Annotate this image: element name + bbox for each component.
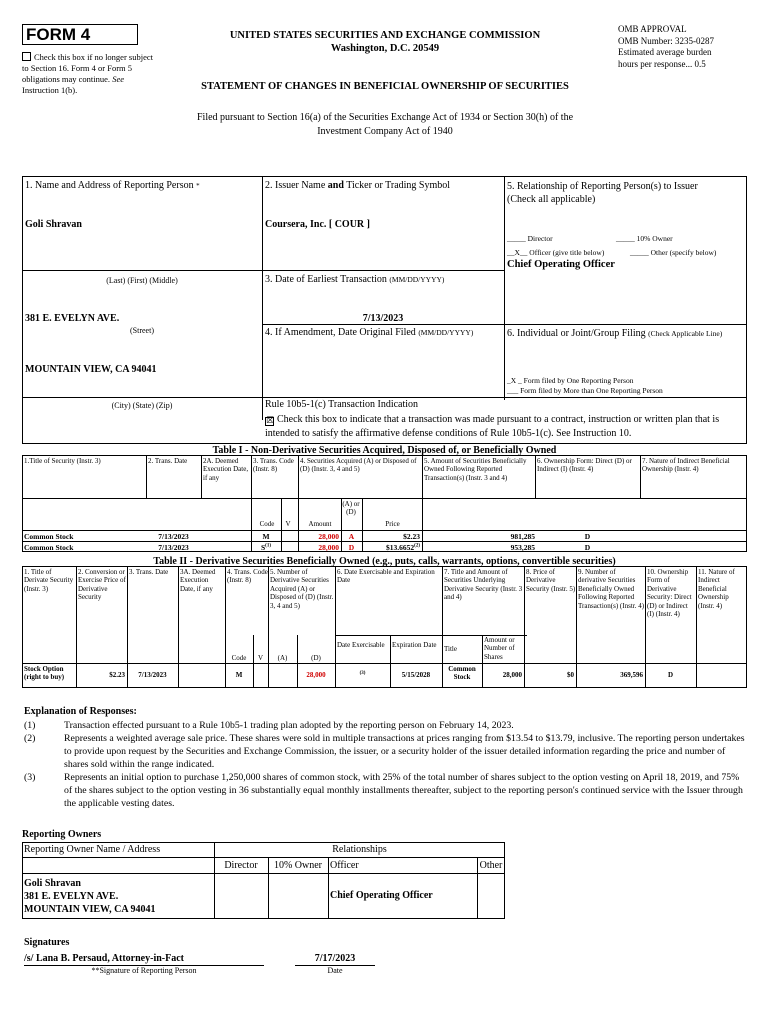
other-option: _____ Other (specify below) <box>630 248 717 257</box>
t1-h6: 6. Ownership Form: Direct (D) or Indirect (I) (Instr. 4) <box>537 457 632 474</box>
box5-title: 5. Relationship of Reporting Person(s) to Issuer <box>507 181 698 192</box>
t2-h7: 7. Title and Amount of Securities Underlying Derivative Security (Instr. 3 and 4) <box>444 568 523 602</box>
reporter-street: 381 E. EVELYN AVE. <box>25 313 120 324</box>
t1-h7: 7. Nature of Indirect Beneficial Ownership (Instr. 4) <box>642 457 730 474</box>
t1-v1 <box>146 455 147 498</box>
t2-h5: 5. Number of Derivative Securities Acquired (A) or Disposed of (D) (Instr. 3, 4 and 5) <box>270 568 334 610</box>
t1-sub-v: V <box>285 520 291 528</box>
one-person-option: _X _ Form filed by One Reporting Person <box>507 376 634 385</box>
t2-sub-exp: Expiration Date <box>392 641 437 649</box>
t1-r2-owned: 953,285 <box>510 543 535 552</box>
t2-sub-code: Code <box>231 654 247 662</box>
grid-h-1 <box>22 270 262 271</box>
t2-r-der-price: $0 <box>567 671 574 679</box>
t2-r-code: M <box>235 671 243 679</box>
t2-sv-exer-exp <box>390 635 391 688</box>
owner-officer-title: Chief Operating Officer <box>330 890 433 901</box>
t1-h5: 5. Amount of Securities Beneficially Owned Following Reported Transaction(s) (Instr. 3 and 4) <box>424 457 527 482</box>
t2-h4: 4. Trans. Code (Instr. 8) <box>227 568 268 585</box>
rule10b5-label: Rule 10b5-1(c) Transaction Indication <box>265 399 419 410</box>
owners-v3 <box>328 857 329 919</box>
t1-v6 <box>535 455 536 498</box>
signatures-title: Signatures <box>24 937 70 948</box>
owners-col-off: Officer <box>330 860 359 871</box>
t1-row-divider <box>22 541 747 542</box>
t2-v1 <box>76 566 77 688</box>
t2-r-title: Stock Option (right to buy) <box>24 665 65 682</box>
table1-data-divider <box>22 530 747 531</box>
box4-label: 4. If Amendment, Date Original Filed (MM/DD/YYYY) <box>265 327 474 338</box>
t2-h9: 9. Number of derivative Securities Beneficially Owned Following Reported Transaction(s) (Instr. 4) <box>578 568 645 610</box>
t2-v11 <box>696 566 697 688</box>
t2-r-exer: (3) <box>359 671 366 676</box>
grid-divider-1 <box>262 176 263 420</box>
agency-name: UNITED STATES SECURITIES AND EXCHANGE COMMISSION <box>229 30 541 41</box>
t2-r-date: 7/13/2023 <box>138 671 167 679</box>
box6-label: 6. Individual or Joint/Group Filing (Check Applicable Line) <box>507 328 723 339</box>
t2-h-divider <box>22 663 747 664</box>
t1-h2a: 2A. Deemed Execution Date, if any <box>203 457 249 482</box>
t2-sub-a: (A) <box>277 654 288 662</box>
box1-label: 1. Name and Address of Reporting Person * <box>25 180 200 191</box>
table1-h-divider <box>22 498 747 499</box>
issuer-name: Coursera, Inc. [ COUR ] <box>265 219 370 230</box>
explanation-title: Explanation of Responses: <box>24 706 137 717</box>
t1-r2-price: $13.6652$^{(2)}$ <box>386 543 420 552</box>
agency-address: Washington, D.C. 20549 <box>330 43 440 54</box>
t1-r2-amount: 28,000 <box>318 543 339 552</box>
explanation-item: (1) Transaction effected pursuant to a Rule 10b5-1 trading plan adopted by the reporting person on February 14, 2023. <box>24 720 514 731</box>
omb-title: OMB APPROVAL <box>618 24 687 34</box>
t2-v6 <box>335 566 336 688</box>
owners-h2 <box>22 873 505 874</box>
owner-address <box>24 877 156 916</box>
t2-v10 <box>645 566 646 688</box>
owners-col-oth: Other <box>479 860 503 871</box>
t2-r-und-title: Common Stock <box>448 665 476 682</box>
rule10b5-text <box>265 413 743 440</box>
t2-v3 <box>178 566 179 688</box>
t2-v5 <box>268 566 269 688</box>
filed-pursuant <box>120 111 650 138</box>
name-parts-label: (Last) (First) (Middle) <box>106 276 178 285</box>
box5-subtitle: (Check all applicable) <box>507 194 596 205</box>
officer-option: __X__ Officer (give title below) <box>507 248 605 257</box>
t1-r2-form: D <box>584 543 591 552</box>
filed-line-2: Investment Company Act of 1940 <box>317 125 453 137</box>
officer-title: Chief Operating Officer <box>507 259 615 270</box>
t1-sub-aod: (A) or (D) <box>342 500 360 517</box>
reporter-city: MOUNTAIN VIEW, CA 94041 <box>25 364 157 375</box>
statement-title: STATEMENT OF CHANGES IN BENEFICIAL OWNERSHIP OF SECURITIES <box>201 81 569 92</box>
street-label: (Street) <box>130 326 154 335</box>
t2-h11: 11. Nature of Indirect Beneficial Ownership (Instr. 4) <box>698 568 735 610</box>
no-longer-subject-notice <box>22 52 157 96</box>
t2-v2 <box>127 566 128 688</box>
t1-v7 <box>640 455 641 498</box>
t1-r1-date: 7/13/2023 <box>158 532 189 541</box>
table1-title: Table I - Non-Derivative Securities Acquired, Disposed of, or Beneficially Owned <box>212 445 557 456</box>
t2-h3a: 3A. Deemed Execution Date, if any <box>180 568 216 593</box>
city-label: (City) (State) (Zip) <box>111 401 173 410</box>
grid-h-2 <box>262 270 504 271</box>
table2-title: Table II - Derivative Securities Beneficially Owned (e.g., puts, calls, warrants, options, convertible securities) <box>153 556 616 567</box>
grid-divider-2 <box>504 176 505 400</box>
owners-title: Reporting Owners <box>22 829 102 840</box>
ten-pct-option: _____ 10% Owner <box>616 234 673 243</box>
earliest-transaction-date: 7/13/2023 <box>362 313 404 324</box>
t1-v5 <box>422 455 423 498</box>
t1-r2-date: 7/13/2023 <box>158 543 189 552</box>
t2-v8 <box>524 566 525 688</box>
t1-r1-code: M <box>262 532 270 541</box>
t1-r1-owned: 981,285 <box>510 532 535 541</box>
see-label: See <box>112 74 124 85</box>
t1-r1-aod: A <box>348 532 355 541</box>
t1-v4 <box>298 455 299 498</box>
owners-col-ten: 10% Owner <box>273 860 323 871</box>
owners-col-name: Reporting Owner Name / Address <box>24 844 161 855</box>
t1-h4: 4. Securities Acquired (A) or Disposed of (D) (Instr. 3, 4 and 5) <box>300 457 417 474</box>
t1-v2 <box>201 455 202 498</box>
rule10b5-checkbox[interactable]: ☒ <box>266 416 275 426</box>
t2-sv-title-amt <box>482 635 483 688</box>
t1-h3: 3. Trans. Code (Instr. 8) <box>253 457 294 474</box>
director-option: _____ Director <box>507 234 553 243</box>
explanation-item: (3) Represents an initial option to purchase 1,250,000 shares of common stock, with 25% of the total number of shares subject to the option vesting on April 18, 2019, and 75% of the shares subject to the option vesting in 36 substantially equal monthly installments thereafter, subject to the reporting person's continued service with the Issuer through the applicable vesting dates. <box>24 772 743 810</box>
t2-h1: 1. Title of Derivate Security (Instr. 3) <box>24 568 74 593</box>
t2-sub-exer: Date Exercisable <box>337 641 385 649</box>
multi-person-option: ___ Form filed by More than One Reporting Person <box>507 386 663 395</box>
signature-date-label: Date <box>327 966 343 975</box>
t1-sub-amount: Amount <box>308 520 332 528</box>
box3-label: 3. Date of Earliest Transaction (MM/DD/YYYY) <box>265 274 445 285</box>
t2-sub-d: (D) <box>311 654 321 662</box>
owners-col-dir: Director <box>224 860 258 871</box>
t2-r-owned: 369,596 <box>620 671 643 679</box>
t2-sub-amt: Amount or Number of Shares <box>484 636 515 661</box>
owner-addr1: 381 E. EVELYN AVE. <box>24 891 119 902</box>
omb-number: OMB Number: 3235-0287 <box>618 35 714 46</box>
signature-date: 7/17/2023 <box>295 953 375 966</box>
t1-sub-price: Price <box>385 520 400 528</box>
t2-r-exp: 5/15/2028 <box>401 671 431 679</box>
owners-col-rel: Relationships <box>332 844 387 855</box>
no-longer-subject-checkbox[interactable] <box>22 52 31 61</box>
t2-v4 <box>225 566 226 688</box>
owners-h1 <box>22 857 505 858</box>
t1-h1: 1.Title of Security (Instr. 3) <box>24 457 101 465</box>
signature-label: **Signature of Reporting Person <box>91 966 197 975</box>
t1-r1-amount: 28,000 <box>318 532 339 541</box>
t1-v3 <box>251 455 252 498</box>
omb-burden: Estimated average burden <box>618 47 712 58</box>
t2-sub-v: V <box>257 654 264 662</box>
t1-r1-form: D <box>584 532 591 541</box>
instruction-ref: Instruction 1(b). <box>22 85 78 96</box>
t2-h8: 8. Price of Derivative Security (Instr. 5) <box>526 568 576 593</box>
t2-r-form: D <box>667 671 674 679</box>
rule10b5-desc: Check this box to indicate that a transaction was made pursuant to a contract, instruction or written plan that is intended to satisfy the affirmative defense conditions of Rule 10b5-1(c). See Instruction 10. <box>265 414 720 439</box>
explanation-item: (2) Represents a weighted average sale price. These shares were sold in multiple transactions at prices ranging from $13.54 to $13.79, inclusive. The reporting person undertakes to provide upon request by the Securities and Exchange Commission, the issuer, or a security holder of the issuer detailed information regarding the price and number of shares sold within the range indicated. <box>24 733 745 771</box>
signature-value: /s/ Lana B. Persaud, Attorney-in-Fact <box>24 953 264 966</box>
owner-addr2: MOUNTAIN VIEW, CA 94041 <box>24 904 156 915</box>
t2-h3: 3. Trans. Date <box>129 568 169 576</box>
filed-line-1: Filed pursuant to Section 16(a) of the Securities Exchange Act of 1934 or Section 30(h) of the <box>196 112 574 123</box>
t1-r2-aod: D <box>348 543 355 552</box>
owner-name: Goli Shravan <box>24 878 81 889</box>
t2-sub-title: Title <box>444 645 457 653</box>
t1-sub-code: Code <box>259 520 275 528</box>
form-title: FORM 4 <box>22 24 138 45</box>
grid-h-4 <box>262 397 747 398</box>
t2-r-und-amt: 28,000 <box>502 671 522 679</box>
t2-h10: 10. Ownership Form of Derivative Security: Direct (D) or Indirect (I) (Instr. 4) <box>647 568 692 618</box>
reporter-name: Goli Shravan <box>25 219 82 230</box>
explanation-list <box>24 719 746 810</box>
omb-hours: hours per response... 0.5 <box>618 59 706 70</box>
t1-r2-code: $S^{(1)}$ <box>260 543 271 552</box>
t1-r1-title: Common Stock <box>24 532 74 541</box>
omb-approval <box>618 24 758 71</box>
t2-h6: 6. Date Exercisable and Expiration Date <box>337 568 435 585</box>
t1-r1-price: $2.23 <box>403 532 420 541</box>
box2-label: 2. Issuer Name and Ticker or Trading Symbol <box>265 180 451 191</box>
no-longer-subject-text: Check this box if no longer subject to Section 16. Form 4 or Form 5 obligations may continue. <box>22 52 153 85</box>
t2-v9 <box>576 566 577 688</box>
t1-sv2 <box>281 498 282 552</box>
box5-label <box>507 180 745 206</box>
t2-r-price: $2.23 <box>109 671 125 679</box>
t2-r-d: 28,000 <box>306 671 326 679</box>
t2-h2: 2. Conversion or Exercise Price of Derivative Security <box>78 568 126 602</box>
t1-h2: 2. Trans. Date <box>148 457 188 465</box>
grid-h-5 <box>22 397 262 398</box>
t1-r2-title: Common Stock <box>24 543 74 552</box>
